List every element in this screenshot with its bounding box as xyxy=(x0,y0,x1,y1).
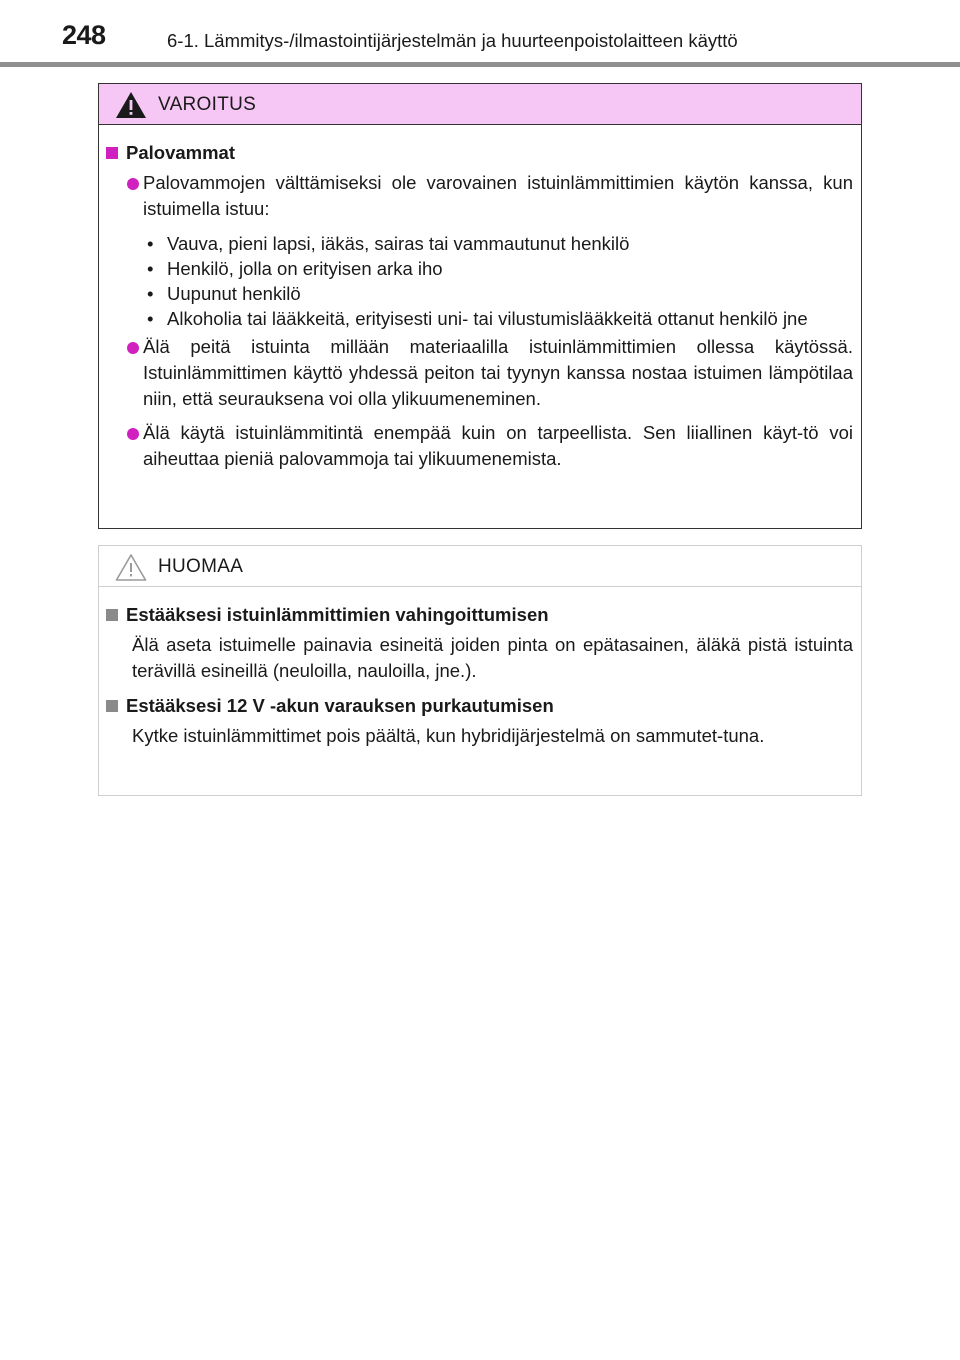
warning-item-text: Palovammojen välttämiseksi ole varovainen istuinlämmittimien käytön kanssa, kun istuimella istuu: xyxy=(143,172,853,219)
notice-text: Kytke istuinlämmittimet pois päältä, kun hybridijärjestelmä on sammutet-tuna. xyxy=(132,725,765,746)
warning-triangle-outline-icon xyxy=(115,553,147,581)
page-header xyxy=(0,0,960,70)
warning-item-text: Älä käytä istuinlämmitintä enempää kuin on tarpeellista. Sen liiallinen käyt-tö voi aiheuttaa pieniä palovammoja tai ylikuumenemista. xyxy=(143,422,853,469)
warning-subitem: • Uupunut henkilö xyxy=(147,283,301,304)
warning-item-text: Älä peitä istuinta millään materiaalilla istuinlämmittimien ollessa käytössä. Istuinlämmittimen käyttö yhdessä peiton tai tyynyn kanssa nostaa istuimen lämpötilaa niin, että seurauksena voi olla ylikuumeneminen. xyxy=(143,336,853,409)
notice-section-heading xyxy=(104,601,853,629)
chapter-title: 6-1. Lämmitys-/ilmastointijärjestelmän ja huurteenpoistolaitteen käyttö xyxy=(167,30,738,51)
warning-section-heading xyxy=(104,139,853,167)
warning-triangle-icon xyxy=(115,91,147,119)
notice-heading-text: Estääksesi 12 V -akun varauksen purkautumisen xyxy=(126,695,554,716)
round-bullet-icon xyxy=(127,428,139,440)
warning-body xyxy=(99,139,861,472)
square-bullet-icon xyxy=(106,147,118,159)
notice-section-heading xyxy=(104,692,853,720)
round-bullet-icon xyxy=(127,178,139,190)
notice-heading-text: Estääksesi istuinlämmittimien vahingoittumisen xyxy=(126,604,549,625)
warning-title: VAROITUS xyxy=(158,94,257,115)
warning-item xyxy=(104,420,853,472)
warning-subitem: • Henkilö, jolla on erityisen arka iho xyxy=(147,258,443,279)
notice-title: HUOMAA xyxy=(158,556,244,577)
warning-sublist xyxy=(143,231,853,331)
warning-subitem: • Vauva, pieni lapsi, iäkäs, sairas tai vammautunut henkilö xyxy=(147,233,630,254)
warning-item xyxy=(104,334,853,412)
warning-item xyxy=(104,170,853,331)
notice-box-header xyxy=(99,546,861,587)
warning-subitem: • Alkoholia tai lääkkeitä, erityisesti uni- tai vilustumislääkkeitä ottanut henkilö jne xyxy=(147,308,808,329)
warning-heading-text: Palovammat xyxy=(126,142,235,163)
warning-box xyxy=(98,83,862,529)
header-rule xyxy=(0,62,960,67)
round-bullet-icon xyxy=(127,342,139,354)
notice-body xyxy=(99,601,861,749)
notice-box xyxy=(98,545,862,796)
warning-box-header xyxy=(99,84,861,125)
notice-text: Älä aseta istuimelle painavia esineitä joiden pinta on epätasainen, äläkä pistä istuinta terävillä esineillä (neuloilla, nauloilla, jne.). xyxy=(132,634,853,681)
page-number: 248 xyxy=(62,20,106,50)
square-bullet-icon xyxy=(106,700,118,712)
square-bullet-icon xyxy=(106,609,118,621)
